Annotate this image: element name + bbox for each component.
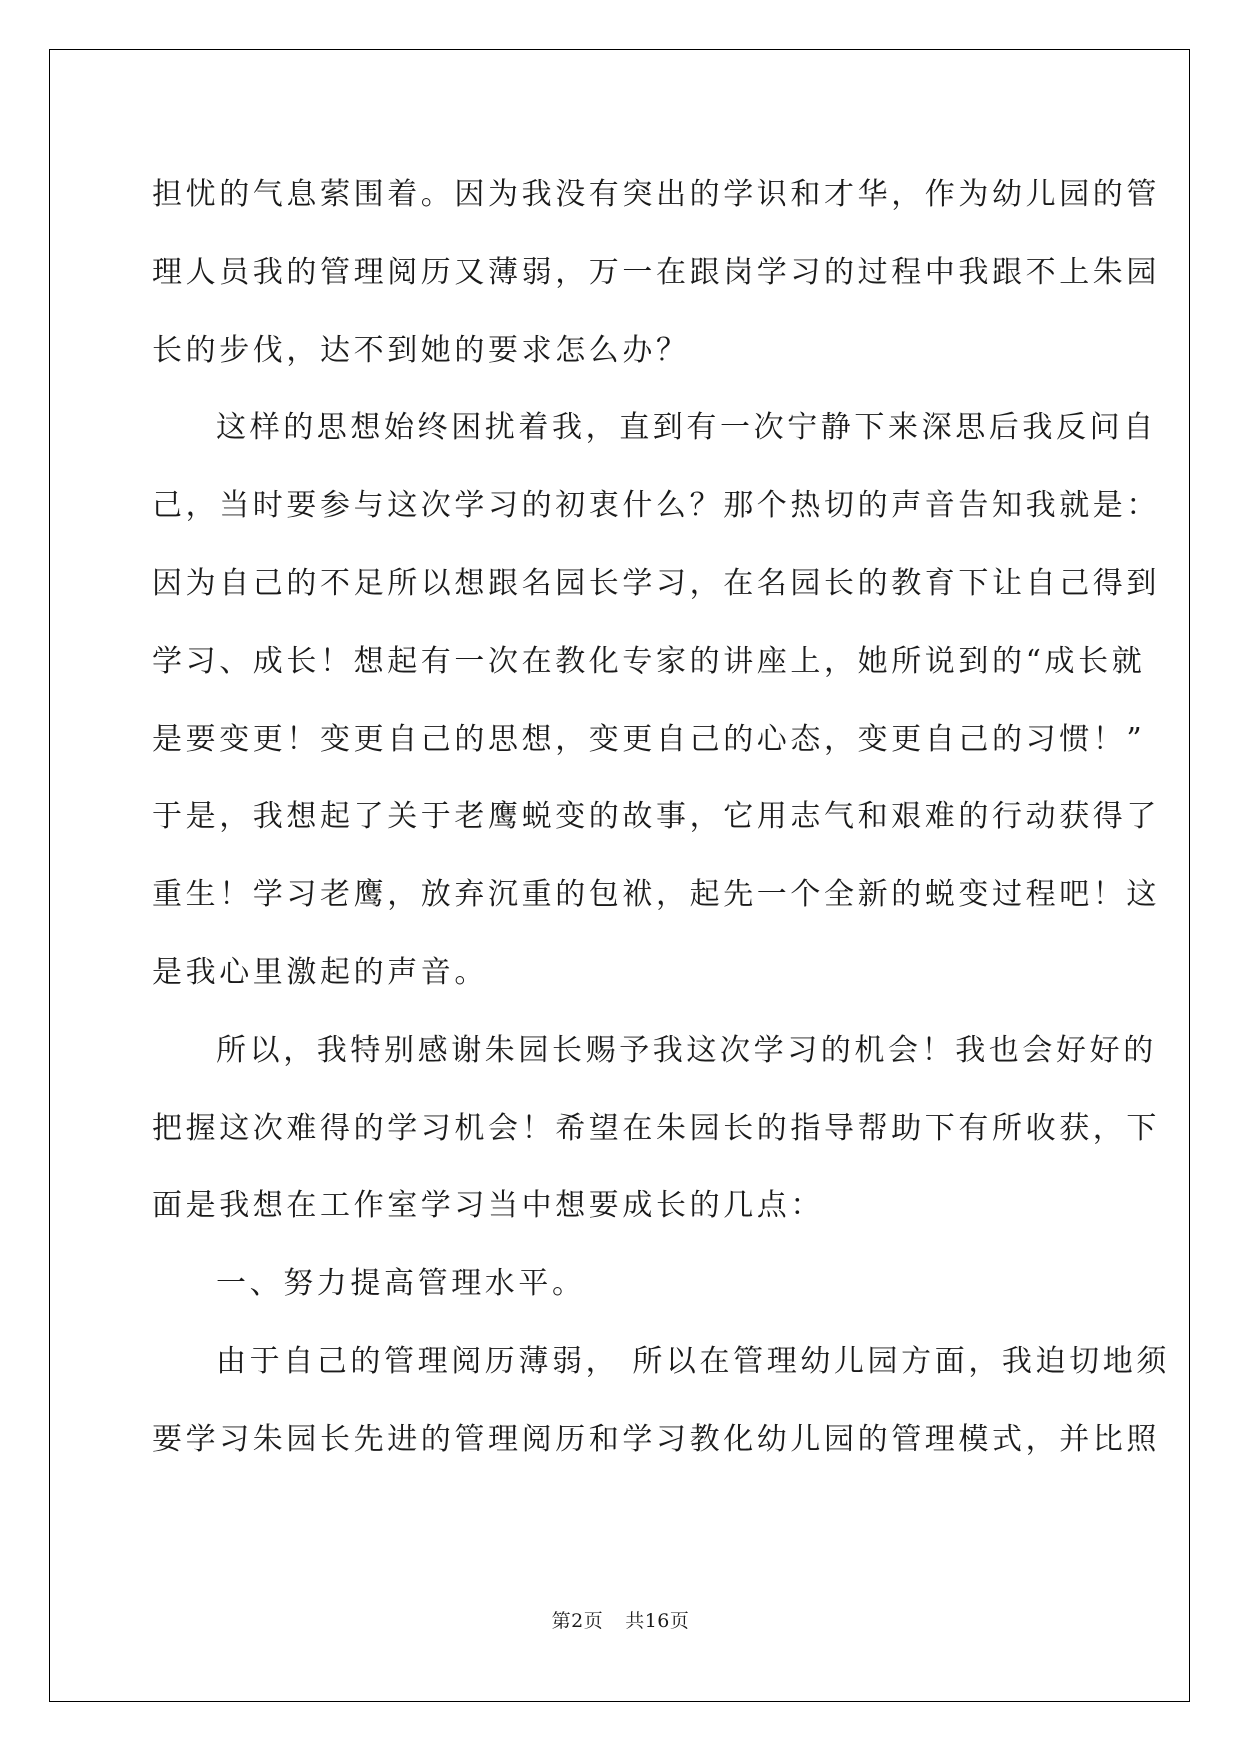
text-line: 这样的思想始终困扰着我，直到有一次宁静下来深思后我反问自 (216, 410, 1157, 446)
text-line: 理人员我的管理阅历又薄弱，万一在跟岗学习的过程中我跟不上朱园 (152, 254, 1160, 290)
text-line: 一、努力提高管理水平。 (216, 1266, 586, 1302)
text-line: 由于自己的管理阅历薄弱， 所以在管理幼儿园方面，我迫切地须 (216, 1343, 1170, 1379)
text-line: 是我心里激起的声音。 (152, 954, 488, 990)
page-footer (0, 1606, 1241, 1633)
text-line: 学习、成长！想起有一次在教化专家的讲座上，她所说到的“成长就 (152, 643, 1146, 679)
document-body (152, 156, 1170, 1479)
text-line: 于是，我想起了关于老鹰蜕变的故事，它用志气和艰难的行动获得了 (152, 799, 1160, 835)
text-line: 因为自己的不足所以想跟名园长学习，在名园长的教育下让自己得到 (152, 565, 1160, 601)
text-line: 所以，我特别感谢朱园长赐予我这次学习的机会！我也会好好的 (216, 1032, 1157, 1068)
text-line: 是要变更！变更自己的思想，变更自己的心态，变更自己的习惯！” (152, 721, 1146, 757)
text-line: 要学习朱园长先进的管理阅历和学习教化幼儿园的管理模式，并比照 (152, 1421, 1160, 1457)
text-line: 重生！学习老鹰，放弃沉重的包袱，起先一个全新的蜕变过程吧！这 (152, 877, 1160, 913)
text-line: 把握这次难得的学习机会！希望在朱园长的指导帮助下有所收获，下 (152, 1110, 1160, 1146)
text-line: 己，当时要参与这次学习的初衷什么？那个热切的声音告知我就是： (152, 488, 1160, 524)
page-total: 共16页 (625, 1610, 690, 1632)
text-line: 长的步伐，达不到她的要求怎么办？ (152, 332, 690, 368)
page-number: 第2页 (551, 1610, 604, 1632)
text-line: 面是我想在工作室学习当中想要成长的几点： (152, 1188, 824, 1224)
text-line: 担忧的气息萦围着。因为我没有突出的学识和才华，作为幼儿园的管 (152, 177, 1160, 212)
